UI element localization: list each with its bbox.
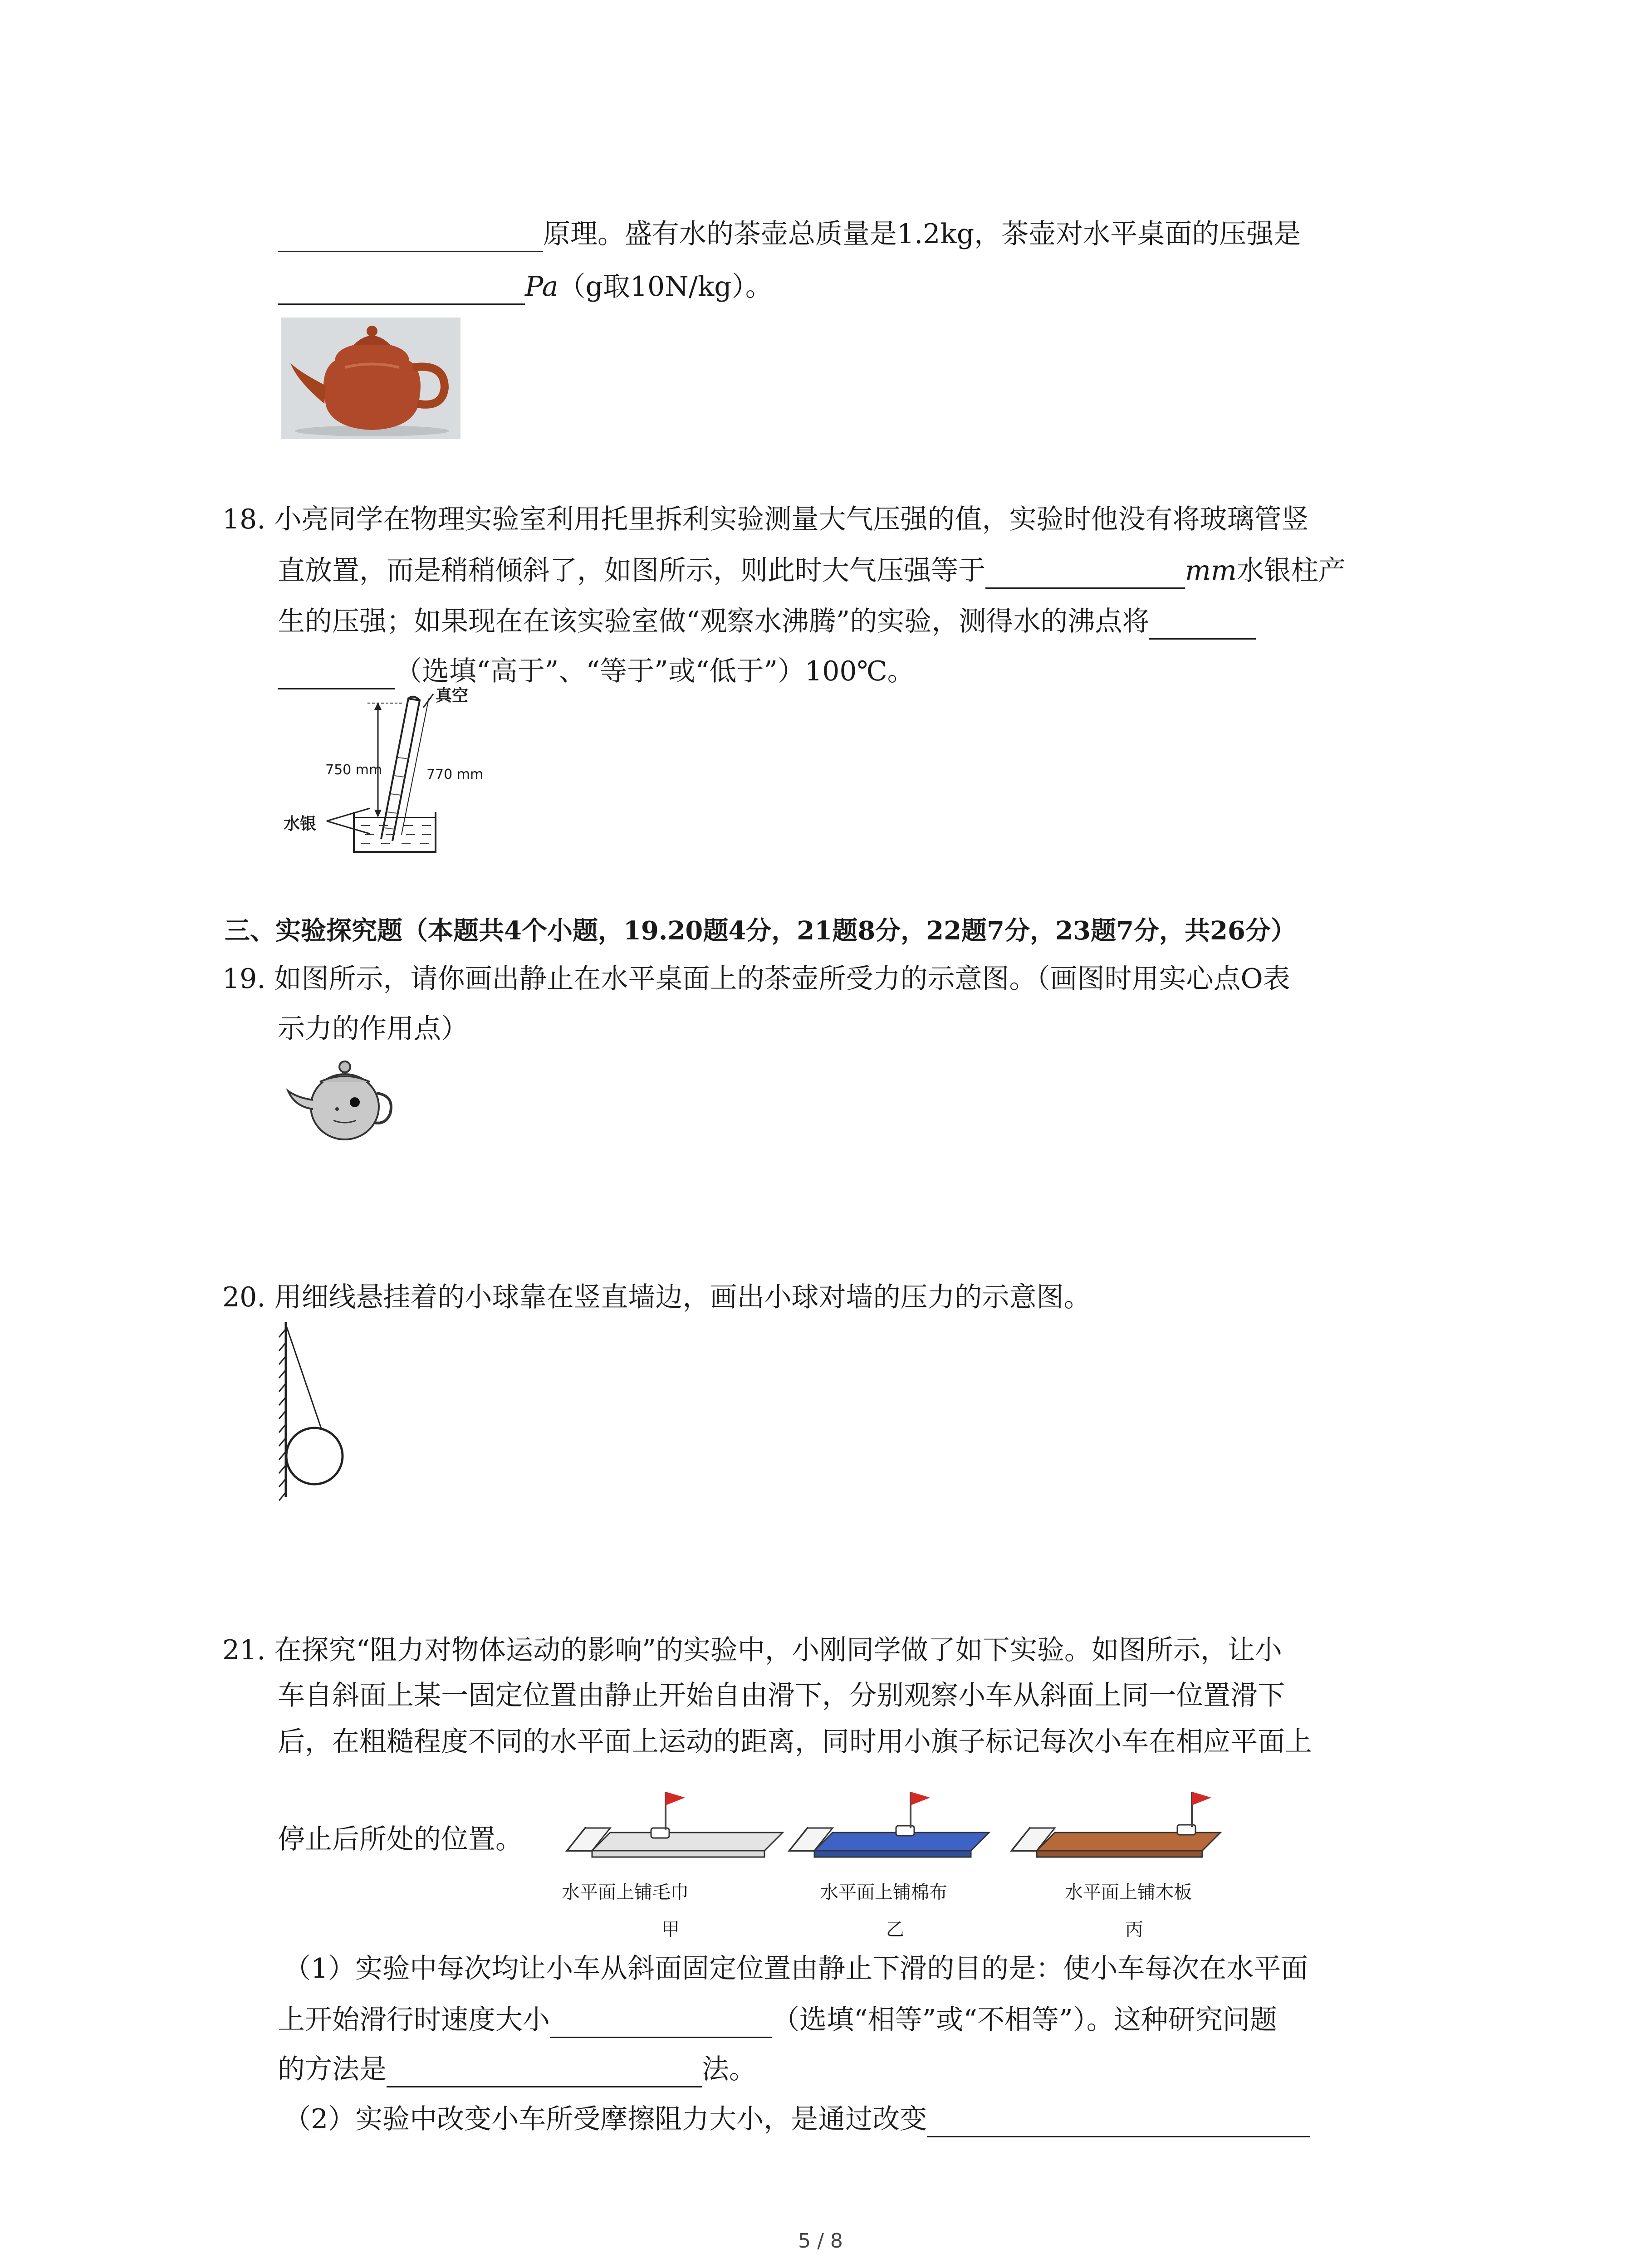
q21-part1-line3 — [278, 2051, 756, 2087]
q21-text-2: （选填“相等”或“不相等”）。这种研究问题 — [772, 2004, 1277, 2036]
figure3-caption: 水平面上铺木板 — [1065, 1882, 1192, 1903]
q17-line1 — [278, 216, 1301, 252]
teapot-cartoon — [284, 1057, 399, 1148]
q21-part1-line1: （1）实验中每次均让小车从斜面固定位置由静止下滑的目的是：使小车每次在水平面 — [284, 1953, 1308, 1984]
q17-text-2: （g取10N/kg）。 — [558, 271, 773, 303]
figure2-caption: 水平面上铺棉布 — [820, 1882, 947, 1903]
q21-text: 上开始滑行时速度大小 — [278, 2004, 550, 2036]
q18-line4 — [278, 653, 915, 689]
answer-blank[interactable] — [278, 660, 395, 689]
label-vacuum: 真空 — [436, 686, 469, 705]
figure1-caption: 水平面上铺毛巾 — [562, 1882, 689, 1903]
ramp-figure-3 — [1009, 1785, 1227, 1876]
answer-blank[interactable] — [1149, 610, 1256, 640]
figure1-label: 甲 — [661, 1919, 680, 1940]
q18-text-3: 生的压强；如果现在在该实验室做“观察水沸腾”的实验，测得水的沸点将 — [278, 606, 1150, 637]
q21-line3: 后，在粗糙程度不同的水平面上运动的距离，同时用小旗子标记每次小车在相应平面上 — [278, 1726, 1312, 1758]
ramp-figure-1 — [565, 1785, 783, 1876]
q19-line2: 示力的作用点） — [278, 1013, 468, 1045]
ball-wall-diagram — [272, 1320, 363, 1501]
q21-text-5: （2）实验中改变小车所受摩擦阻力大小，是通过改变 — [284, 2103, 927, 2135]
q21-line2: 车自斜面上某一固定位置由静止开始自由滑下，分别观察小车从斜面上同一位置滑下 — [278, 1680, 1285, 1711]
answer-blank[interactable] — [985, 559, 1185, 589]
answer-blank[interactable] — [387, 2058, 702, 2087]
q19-line1: 19. 如图所示，请你画出静止在水平桌面上的茶壶所受力的示意图。（画图时用实心点O表 — [222, 963, 1290, 995]
q20-line1: 20. 用细线悬挂着的小球靠在竖直墙边，画出小球对墙的压力的示意图。 — [222, 1281, 1091, 1313]
q21-text-3: 的方法是 — [278, 2053, 387, 2085]
q21-part2-line1 — [284, 2101, 1310, 2137]
q18-line2 — [278, 552, 1346, 589]
section3-heading: 三、实验探究题（本题共4个小题，19.20题4分，21题8分，22题7分，23题7分，共26分） — [225, 916, 1296, 946]
label-770mm: 770 mm — [426, 767, 484, 782]
q18-line1: 18. 小亮同学在物理实验室利用托里拆利实验测量大气压强的值，实验时他没有将玻璃管竖 — [222, 503, 1309, 535]
q17-line2 — [278, 269, 773, 305]
q18-text-2: 水银柱产 — [1236, 555, 1346, 587]
label-mercury: 水银 — [284, 815, 317, 833]
answer-blank[interactable] — [278, 275, 525, 305]
answer-blank[interactable] — [550, 2009, 772, 2038]
q21-part1-line2 — [278, 2002, 1277, 2038]
surface-towel — [592, 1833, 783, 1851]
unit-mm: mm — [1185, 555, 1237, 587]
q21-line4: 停止后所处的位置。 — [278, 1823, 523, 1855]
q18-line3 — [278, 603, 1256, 640]
q18-text: 直放置，而是稍稍倾斜了，如图所示，则此时大气压强等于 — [278, 555, 985, 587]
ramp-figure-2 — [787, 1785, 1005, 1876]
q18-text-4: （选填“高于”、“等于”或“低于”）100℃。 — [395, 655, 915, 687]
q21-text-4: 法。 — [702, 2053, 756, 2085]
figure3-label: 丙 — [1125, 1919, 1143, 1940]
teapot-photo — [281, 318, 460, 439]
q21-line1: 21. 在探究“阻力对物体运动的影响”的实验中，小刚同学做了如下实验。如图所示，让小 — [222, 1634, 1282, 1666]
page-number: 5 / 8 — [798, 2229, 843, 2253]
label-750mm: 750 mm — [325, 762, 382, 778]
answer-blank[interactable] — [927, 2108, 1310, 2137]
figure2-label: 乙 — [886, 1919, 904, 1940]
unit-pa: Pa — [525, 271, 558, 303]
q17-text: 原理。盛有水的茶壶总质量是1.2kg，茶壶对水平桌面的压强是 — [543, 218, 1301, 250]
answer-blank[interactable] — [278, 223, 543, 252]
